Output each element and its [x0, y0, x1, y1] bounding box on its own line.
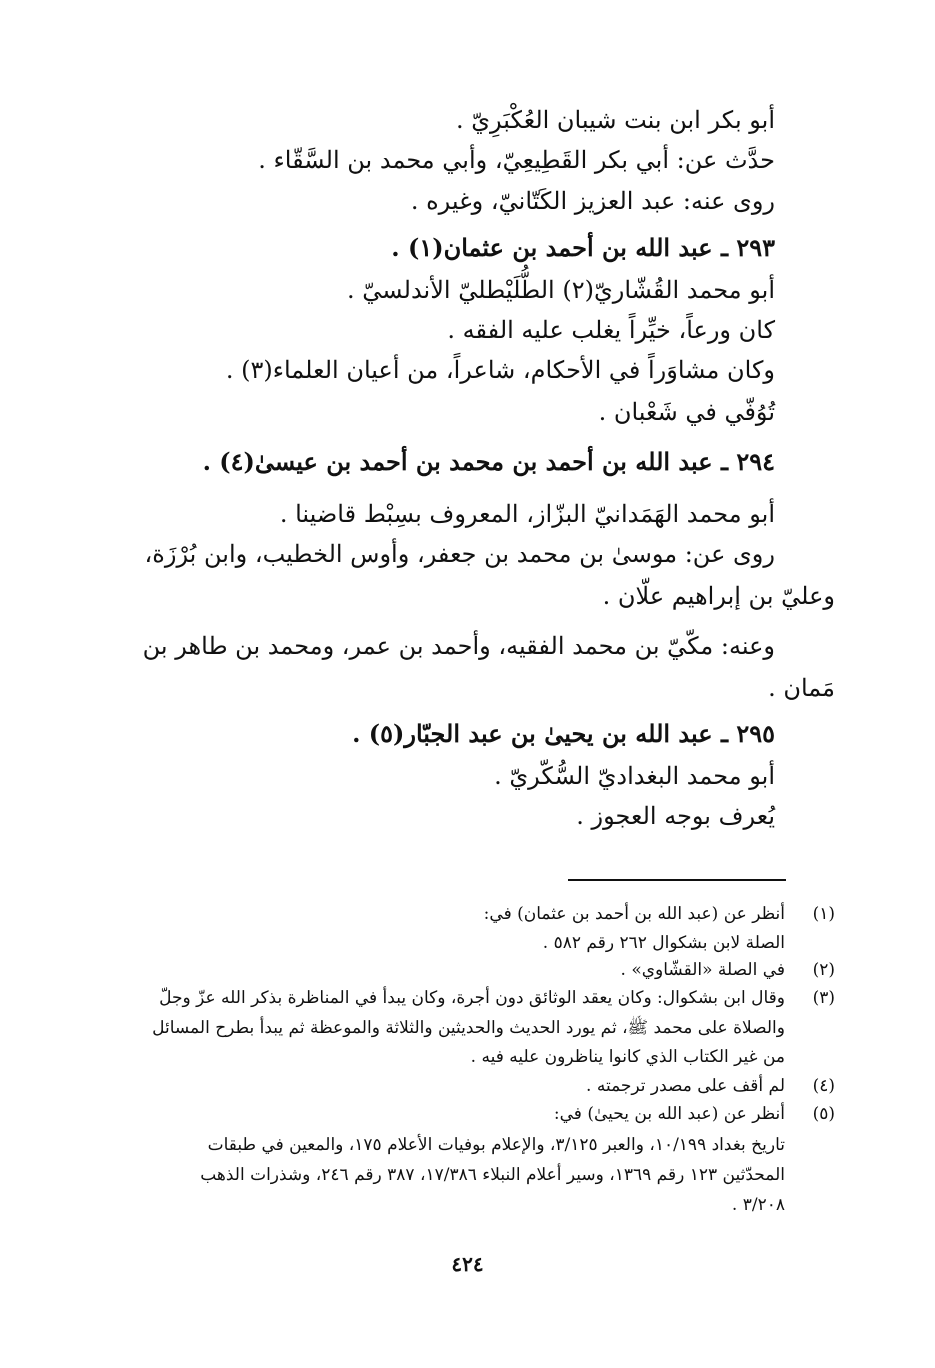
entry-293-line-2: وكان مشاوَراً في الأحكام، شاعراً، من أعيان العلماء(٣) . — [225, 356, 775, 384]
footnote-5-number: (٥) — [812, 1104, 835, 1124]
entry-294-line-2: وعليّ بن إبراهيم علّان . — [602, 582, 835, 610]
footnote-separator — [568, 879, 786, 881]
entry-294-kunya: أبو محمد الهَمَدانيّ البزّاز، المعروف بسِبْط قاضينا . — [279, 500, 775, 528]
entry-293-heading: ٢٩٣ ـ عبد الله بن أحمد بن عثمان(١) . — [391, 233, 775, 262]
footnote-3-line-1: وقال ابن بشكوال: وكان يعقد الوثائق دون أجرة، وكان يبدأ في المناظرة بذكر الله عزّ وجلّ — [159, 988, 785, 1008]
footnote-1-line-1: أنظر عن (عبد الله بن أحمد بن عثمان) في: — [483, 904, 785, 924]
footnote-4-line-1: لم أقف على مصدر ترجمته . — [586, 1076, 785, 1096]
footnote-3-line-2: والصلاة على محمد ﷺ، ثم يورد الحديث والحديثين والثلاثة والموعظة ثم يبدأ بطرح المسائل — [152, 1018, 785, 1038]
entry-294-line-4: مَمان . — [768, 674, 835, 702]
entry-294-heading: ٢٩٤ ـ عبد الله بن أحمد بن محمد بن أحمد بن عيسىٰ(٤) . — [202, 447, 775, 476]
footnote-5-line-1: أنظر عن (عبد الله بن يحيىٰ) في: — [553, 1104, 785, 1124]
footnote-3-line-3: من غير الكتاب الذي كانوا يناظرون عليه فيه . — [470, 1047, 785, 1067]
footnote-5-line-4: ٣/٢٠٨ . — [731, 1195, 785, 1215]
entry-293-line-1: كان ورعاً، خيِّراً يغلب عليه الفقه . — [447, 316, 775, 344]
footnote-4-number: (٤) — [812, 1076, 835, 1096]
entry-295-line-1: يُعرف بوجه العجوز . — [576, 802, 775, 830]
page-number: ٤٢٤ — [451, 1252, 484, 1276]
entry-293-line-3: تُوُفّي في شَعْبان . — [598, 398, 775, 426]
footnote-2-line-1: في الصلة «القشّاوي» . — [620, 960, 785, 980]
entry-294-line-1: روى عن: موسىٰ بن محمد بن جعفر، وأوس الخطيب، وابن بُرْزَة، — [144, 540, 775, 568]
footnote-5-line-3: المحدّثين ١٢٣ رقم ١٣٦٩، وسير أعلام النبلاء ١٧/٣٨٦، ٣٨٧ رقم ٢٤٦، وشذرات الذهب — [200, 1165, 785, 1185]
entry-294-line-3: وعنه: مكّيّ بن محمد الفقيه، وأحمد بن عمر، ومحمد بن طاهر بن — [142, 632, 775, 660]
entry-292-narrated-by: روى عنه: عبد العزيز الكَتّانيّ، وغيره . — [410, 187, 775, 215]
entry-293-kunya: أبو محمد القُشّاريّ(٢) الطُّلَيْطليّ الأندلسيّ . — [346, 276, 775, 304]
footnote-1-line-2: الصلة لابن بشكوال ٢٦٢ رقم ٥٨٢ . — [542, 933, 785, 953]
footnote-3-number: (٣) — [812, 988, 835, 1008]
footnote-2-number: (٢) — [812, 960, 835, 980]
entry-292-kunya: أبو بكر ابن بنت شيبان العُكْبَرِيّ . — [455, 106, 775, 134]
entry-295-heading: ٢٩٥ ـ عبد الله بن يحيىٰ بن عبد الجبّار(٥) . — [352, 719, 775, 748]
footnote-1-number: (١) — [812, 904, 835, 924]
entry-292-heard-from: حدَّث عن: أبي بكر القَطِيعِيّ، وأبي محمد بن السَّقّاء . — [258, 146, 775, 174]
entry-295-kunya: أبو محمد البغداديّ السُّكّريّ . — [494, 762, 775, 790]
footnote-5-line-2: تاريخ بغداد ١٠/١٩٩، والعبر ٣/١٢٥، والإعلام بوفيات الأعلام ١٧٥، والمعين في طبقات — [207, 1135, 785, 1155]
